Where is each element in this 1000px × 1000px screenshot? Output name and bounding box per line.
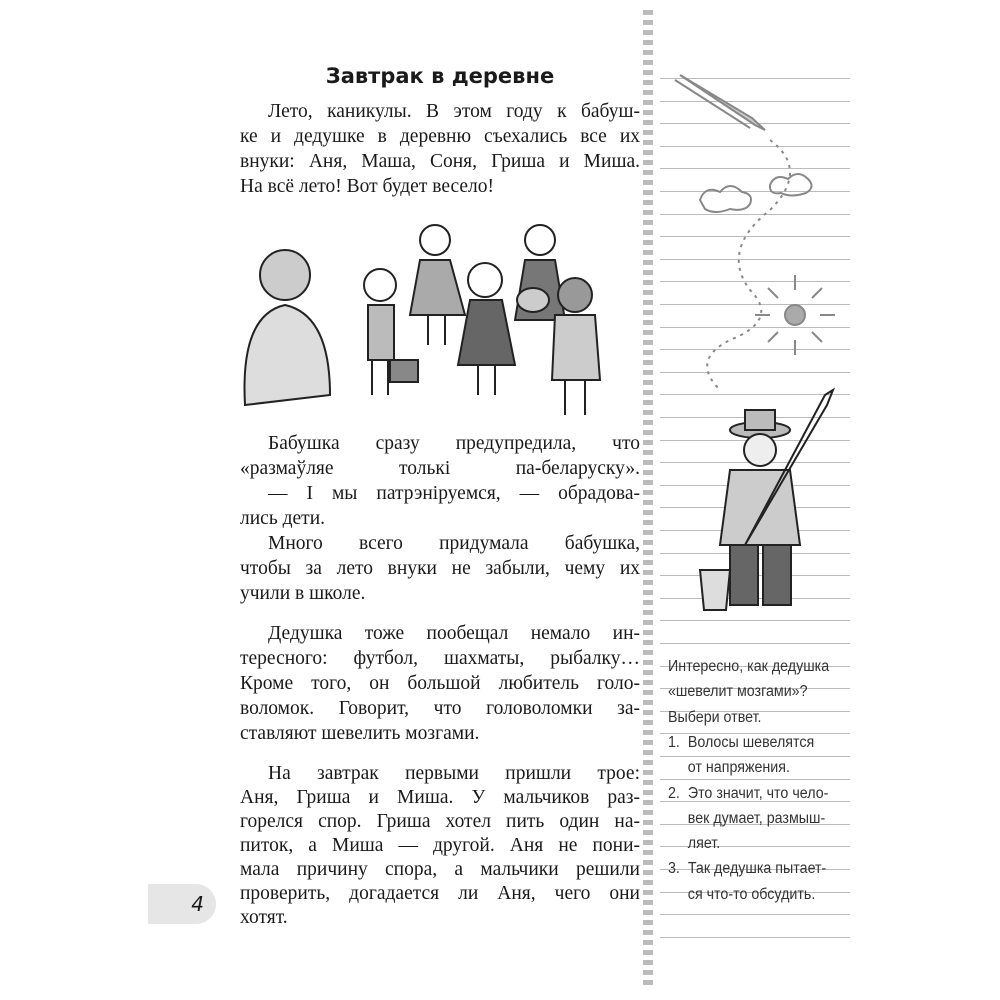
page-title: Завтрак в деревне — [325, 64, 555, 88]
text-line: Лето, каникулы. В этом году к бабуш- — [268, 101, 640, 122]
text-line: воломок. Говорит, что головоломки за- — [240, 698, 640, 719]
text-line: чтобы за лето внуки не забыли, чему их — [240, 558, 640, 579]
page-number-tab — [148, 884, 216, 924]
notebook-rule — [660, 779, 850, 780]
notebook-rule — [660, 756, 850, 757]
text-line: Дедушка тоже пообещал немало ин- — [268, 623, 640, 644]
text-line: мала причину спора, а мальчики решили — [240, 859, 640, 880]
notebook-rule — [660, 914, 850, 915]
text-line: ставляют шевелить мозгами. — [240, 723, 480, 744]
children-illustration — [230, 215, 640, 435]
text-line: ке и дедушке в деревню съехались все их — [240, 126, 640, 147]
text-line: На всё лето! Вот будет весело! — [240, 176, 494, 197]
text-line: тересного: футбол, шахматы, рыбалку… — [240, 648, 640, 669]
side-text-line: Интересно, как дедушка — [668, 658, 830, 675]
side-text-line: Выбери ответ. — [668, 708, 762, 726]
notebook-rule — [660, 937, 850, 938]
side-text-line: от напряжения. — [668, 759, 790, 777]
side-text-line: ся что-то обсудить. — [668, 885, 816, 903]
text-line: хотят. — [240, 907, 288, 928]
text-line: проверить, догадается ли Аня, чего они — [240, 883, 640, 904]
side-text-line: век думает, размыш- — [668, 809, 826, 827]
text-line: — І мы патрэніруемся, — обрадова- — [268, 483, 640, 504]
text-line: учили в школе. — [240, 583, 366, 604]
text-line: Много всего придумала бабушка, — [268, 533, 640, 554]
side-text-line: 1. Волосы шевелятся — [668, 733, 815, 751]
text-line: Кроме того, он большой любитель голо- — [240, 673, 640, 694]
side-text-line: «шевелит мозгами»? — [668, 683, 808, 701]
text-line: На завтрак первыми пришли трое: — [268, 763, 640, 784]
side-text-line: 2. Это значит, что чело- — [668, 784, 829, 802]
page-number: 4 — [191, 892, 204, 916]
text-line: горелся спор. Гриша хотел пить один на- — [240, 811, 640, 832]
text-line: питок, а Миша — другой. Аня не пони- — [240, 835, 640, 856]
pencil-doodle-illustration — [660, 60, 860, 400]
grandfather-illustration — [695, 385, 845, 645]
side-text-line: ляет. — [668, 835, 721, 853]
text-line: «размаўляе толькі па-беларуску». — [240, 458, 640, 479]
text-line: Аня, Гриша и Миша. У мальчиков раз- — [240, 787, 640, 808]
notebook-spiral — [643, 10, 653, 990]
text-line: Бабушка сразу предупредила, что — [268, 433, 640, 454]
text-line: внуки: Аня, Маша, Соня, Гриша и Миша. — [240, 151, 640, 172]
text-line: лись дети. — [240, 508, 325, 529]
side-text-line: 3. Так дедушка пытает- — [668, 860, 827, 878]
